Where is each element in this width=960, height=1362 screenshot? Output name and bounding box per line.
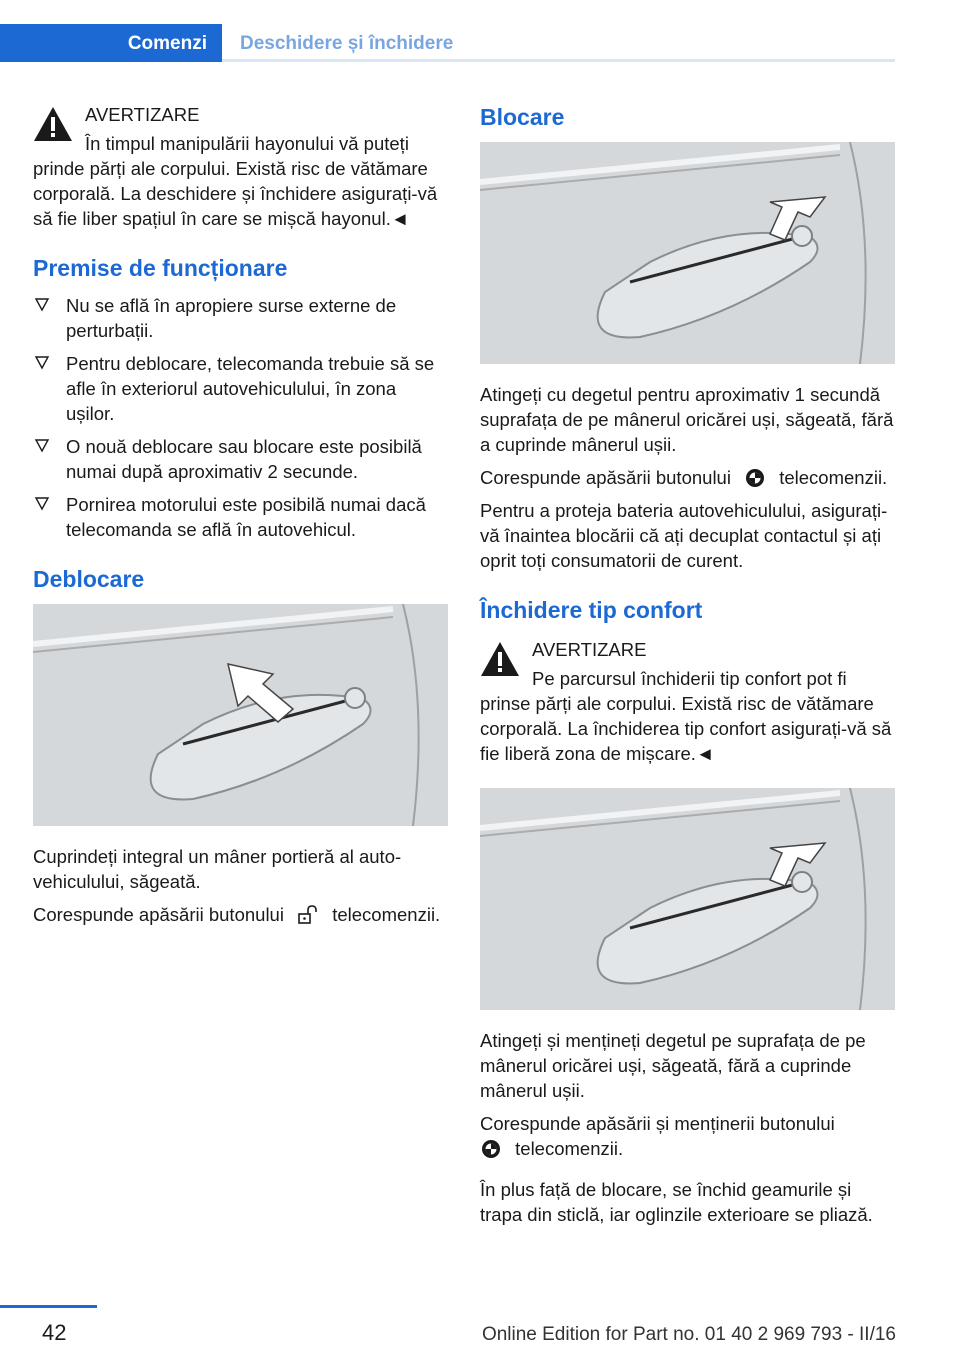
list-item bbox=[33, 351, 448, 426]
blocare-paragraph-3: Pentru a proteja bateria autovehiculului, asigurați-vă înaintea blocării că ați decuplat contactul și ați oprit toți consumatorii de curent. bbox=[480, 500, 888, 571]
triangle-bullet-icon bbox=[33, 296, 51, 314]
heading-blocare: Blocare bbox=[480, 104, 565, 130]
right-column bbox=[480, 100, 895, 1235]
triangle-bullet-icon bbox=[33, 495, 51, 513]
bmw-logo-button-icon bbox=[480, 1139, 502, 1159]
header-divider bbox=[222, 59, 895, 62]
deblocare-paragraph-2-start: Corespunde apăsării butonului bbox=[33, 904, 284, 925]
footer-accent-line bbox=[0, 1305, 97, 1308]
deblocare-paragraph-2-end: telecomenzii. bbox=[332, 904, 441, 925]
door-handle-unlock-image bbox=[33, 604, 448, 826]
heading-premise: Premise de funcționare bbox=[33, 255, 288, 281]
confort-paragraph-1: Atingeți și mențineți degetul pe suprafața de pe mânerul oricărei uși, săgeată, fără a cuprinde mânerul ușii. bbox=[480, 1030, 866, 1101]
deblocare-paragraph-2 bbox=[33, 902, 448, 927]
page-number: 42 bbox=[42, 1320, 67, 1345]
blocare-paragraph-2-start: Corespunde apăsării butonului bbox=[480, 467, 731, 488]
confort-paragraph-3: În plus față de blocare, se închid geamurile și trapa din sticlă, iar oglinzile exterioare se pliază. bbox=[480, 1179, 873, 1225]
heading-confort: Închidere tip confort bbox=[480, 597, 703, 623]
blocare-paragraph-1: Atingeți cu degetul pentru aproximativ 1 secundă suprafața de pe mânerul oricărei uși, săgeată, fără a cuprinde mânerul ușii. bbox=[480, 384, 894, 455]
door-handle-lock-image bbox=[480, 142, 895, 364]
door-handle-confort-image bbox=[480, 788, 895, 1010]
bmw-logo-button-icon bbox=[744, 468, 766, 488]
list-item bbox=[33, 492, 448, 542]
left-column bbox=[33, 100, 448, 935]
confort-paragraph-2-end: telecomenzii. bbox=[515, 1138, 624, 1159]
section-tab-deschidere[interactable]: Deschidere și închidere bbox=[240, 32, 454, 54]
list-item bbox=[33, 434, 448, 484]
page-header bbox=[0, 24, 895, 62]
warning-icon bbox=[33, 106, 73, 142]
warning-text: În timpul manipulării hayonului vă puteți prinde părți ale corpului. Există risc de vătămare corporală. La deschidere și închidere asigurați-vă să fie liber spațiul în care se mișcă hayonul.◄ bbox=[33, 133, 438, 229]
heading-deblocare: Deblocare bbox=[33, 566, 145, 592]
edition-text: Online Edition for Part no. 01 40 2 969 793 - II/16 bbox=[481, 1324, 896, 1345]
confort-paragraph-2-start: Corespunde apăsării și menținerii butonului bbox=[480, 1113, 835, 1134]
list-item bbox=[33, 293, 448, 343]
section-tab-comenzi[interactable]: Comenzi bbox=[0, 24, 222, 62]
warning-icon bbox=[480, 641, 520, 677]
list-item-text: O nouă deblocare sau blocare este posibilă numai după aproximativ 2 secunde. bbox=[66, 436, 422, 482]
warning-text: Pe parcursul închiderii tip confort pot fi prinse părți ale corpului. Există risc de vătămare corporală. La închiderea tip confort asigurați-vă să fie liberă zona de mișcare.◄ bbox=[480, 668, 892, 764]
list-item-text: Nu se află în apropiere surse externe de perturbații. bbox=[66, 295, 397, 341]
warning-block bbox=[33, 100, 448, 231]
blocare-paragraph-2 bbox=[480, 465, 895, 490]
confort-paragraph-2 bbox=[480, 1111, 895, 1161]
list-item-text: Pornirea motorului este posibilă numai dacă telecomanda se află în autovehicul. bbox=[66, 494, 426, 540]
warning-title: AVERTIZARE bbox=[85, 104, 200, 125]
deblocare-paragraph-1: Cuprindeți integral un mâner portieră al autovehiculului, săgeată. bbox=[33, 846, 402, 892]
list-item-text: Pentru deblocare, telecomanda trebuie să se afle în exteriorul autovehiculului, în zona ușilor. bbox=[66, 353, 435, 424]
warning-block bbox=[480, 635, 895, 766]
premise-list bbox=[33, 293, 448, 542]
triangle-bullet-icon bbox=[33, 437, 51, 455]
unlock-button-icon bbox=[297, 905, 319, 925]
warning-title: AVERTIZARE bbox=[532, 639, 647, 660]
triangle-bullet-icon bbox=[33, 354, 51, 372]
blocare-paragraph-2-end: telecomenzii. bbox=[779, 467, 888, 488]
